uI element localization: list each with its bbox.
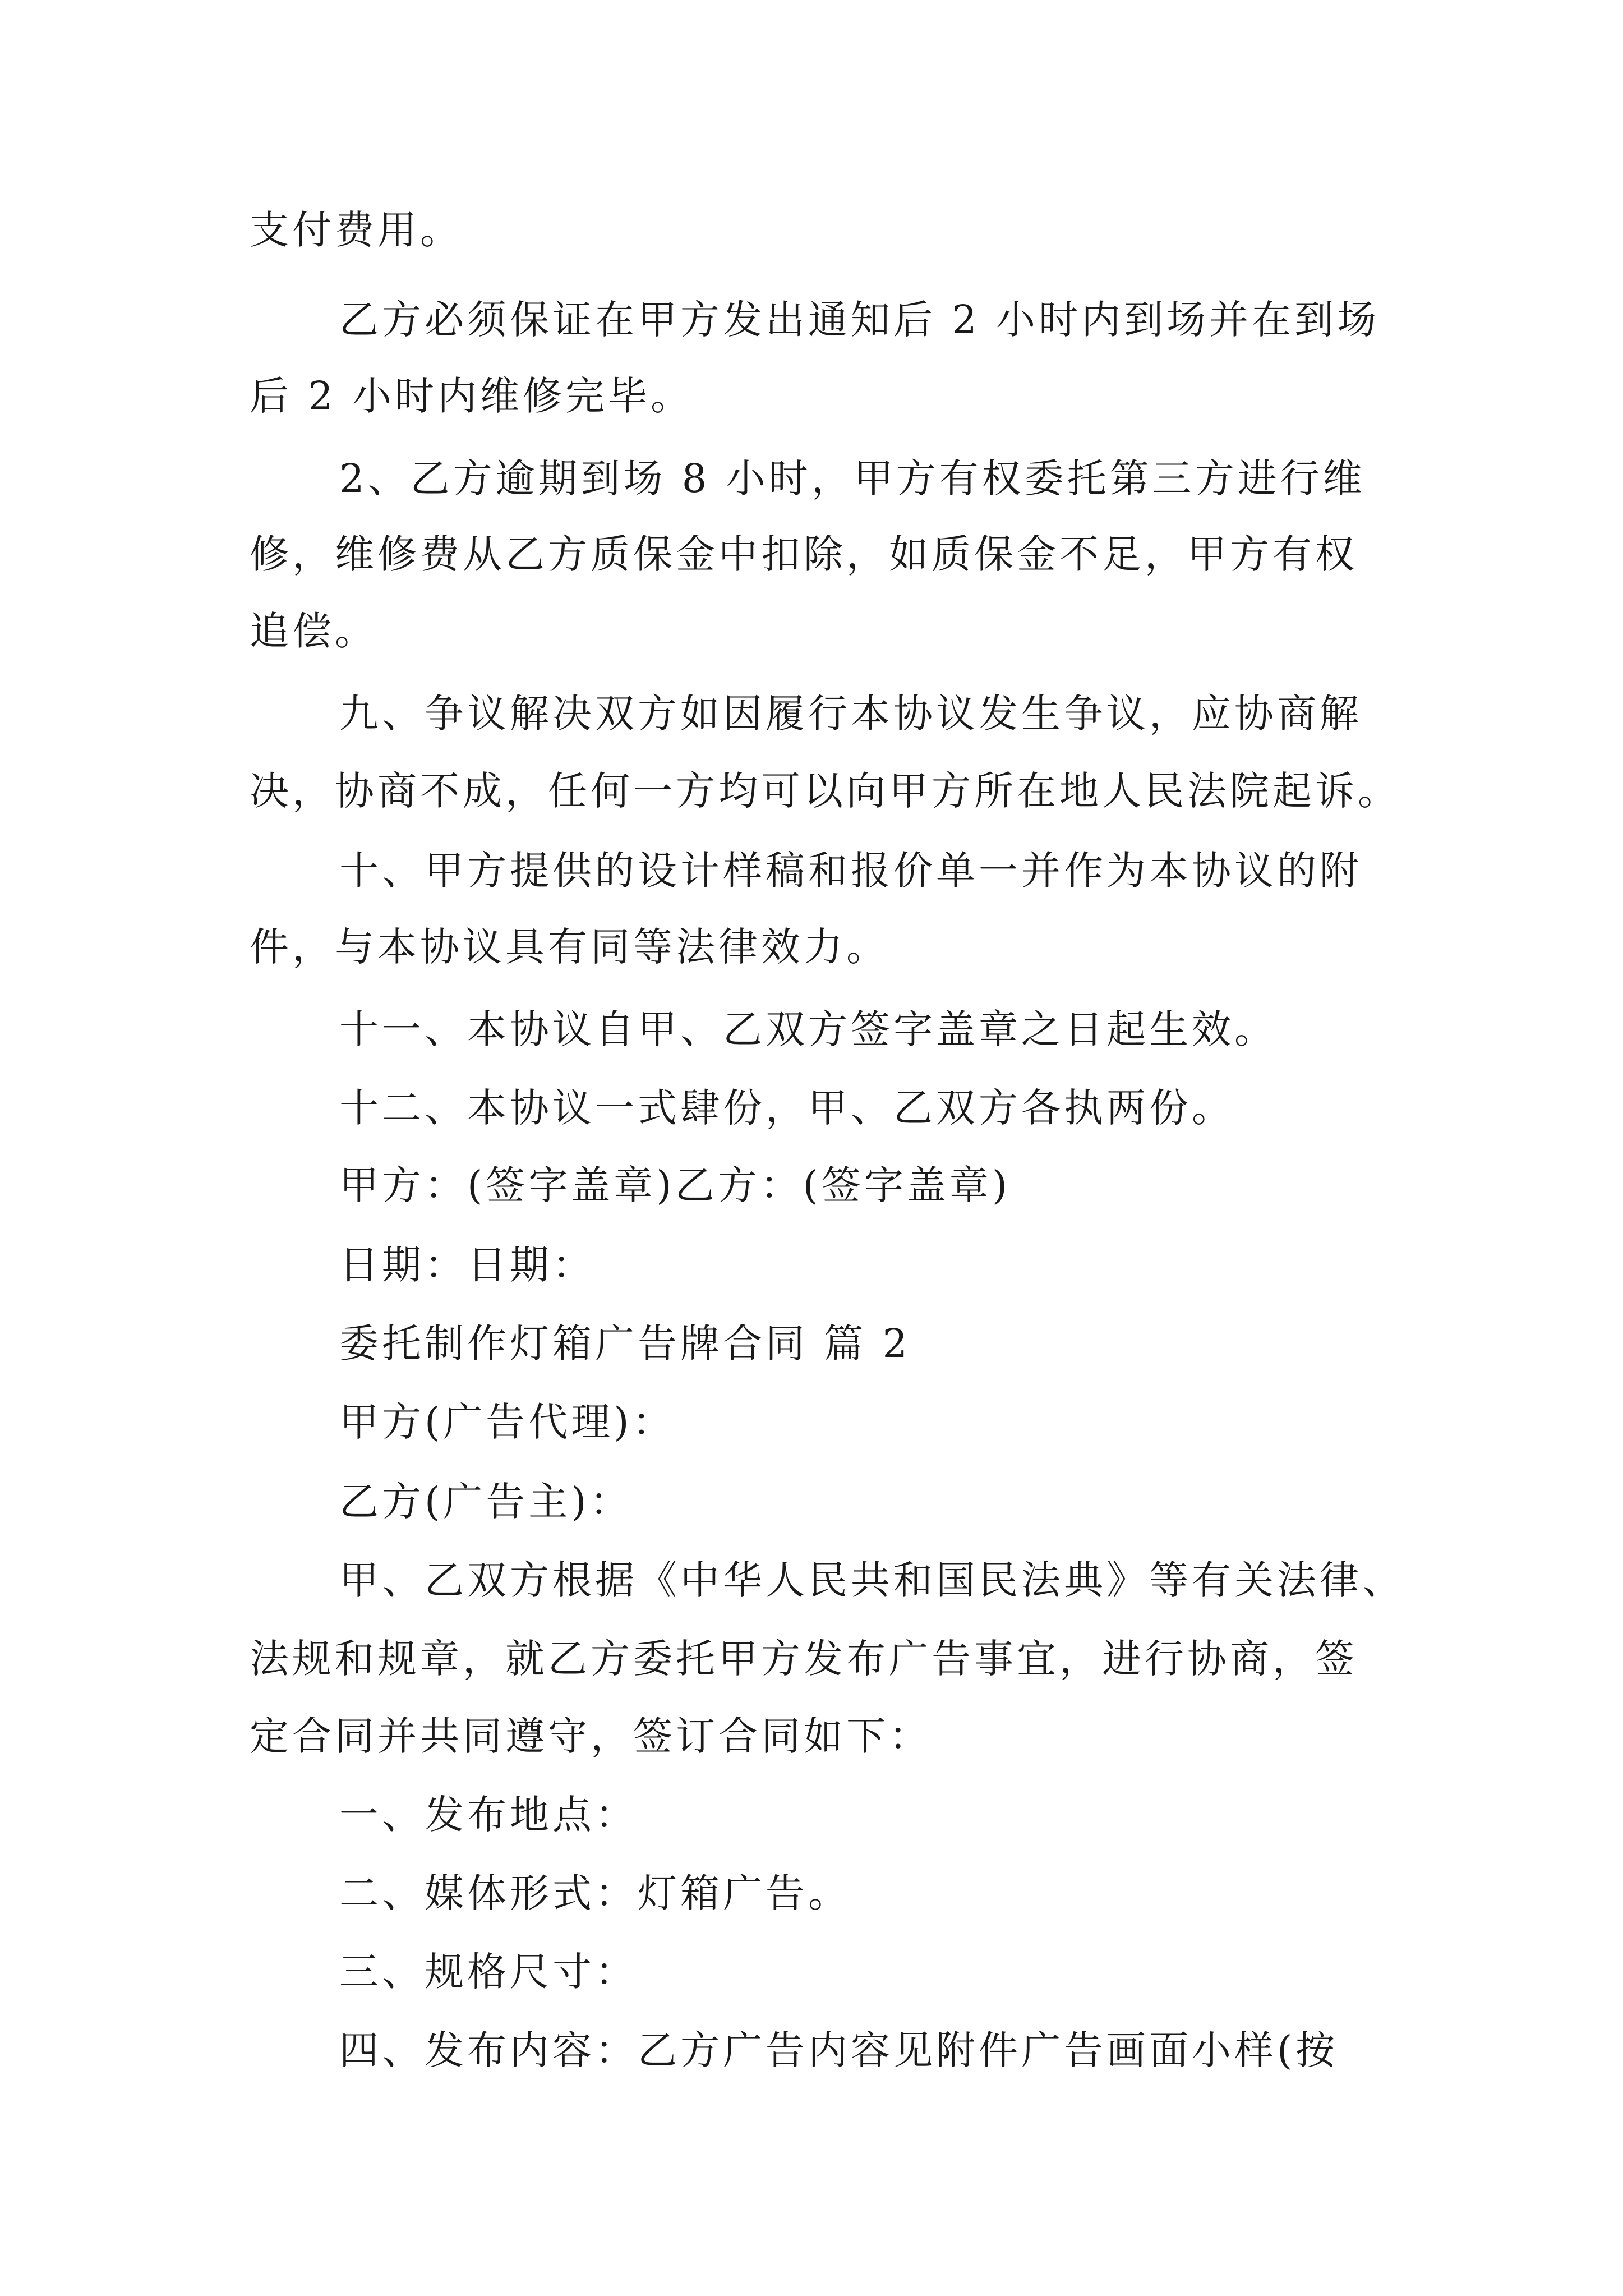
text-line: 一、发布地点：: [339, 1792, 638, 1838]
text-line: 九、争议解决双方如因履行本协议发生争议，应协商解: [339, 691, 1362, 737]
text-line: 委托制作灯箱广告牌合同 篇 2: [339, 1320, 911, 1366]
text-line: 十、甲方提供的设计样稿和报价单一并作为本协议的附: [339, 848, 1362, 894]
text-line: 四、发布内容：乙方广告内容见附件广告画面小样(按: [339, 2027, 1339, 2073]
text-line: 十一、本协议自甲、乙双方签字盖章之日起生效。: [339, 1006, 1277, 1052]
text-line: 甲方：(签字盖章)乙方：(签字盖章): [339, 1162, 1011, 1208]
text-line: 2、乙方逾期到场 8 小时，甲方有权委托第三方进行维: [339, 455, 1366, 501]
text-line: 追偿。: [250, 608, 377, 654]
text-line: 三、规格尺寸：: [339, 1949, 638, 1995]
text-line: 后 2 小时内维修完毕。: [250, 373, 694, 419]
text-line: 法规和规章，就乙方委托甲方发布广告事宜，进行协商，签: [250, 1636, 1358, 1682]
text-line: 乙方必须保证在甲方发出通知后 2 小时内到场并在到场: [339, 297, 1380, 343]
text-line: 十二、本协议一式肆份，甲、乙双方各执两份。: [339, 1085, 1234, 1131]
text-line: 乙方(广告主)：: [339, 1479, 633, 1525]
text-line: 甲、乙双方根据《中华人民共和国民法典》等有关法律、: [339, 1557, 1405, 1603]
text-line: 二、媒体形式：灯箱广告。: [339, 1870, 851, 1916]
text-line: 决，协商不成，任何一方均可以向甲方所在地人民法院起诉。: [250, 768, 1400, 814]
text-line: 支付费用。: [250, 207, 463, 253]
text-line: 件，与本协议具有同等法律效力。: [250, 924, 889, 970]
text-line: 甲方(广告代理)：: [339, 1399, 675, 1445]
text-line: 修，维修费从乙方质保金中扣除，如质保金不足，甲方有权: [250, 531, 1358, 577]
text-line: 定合同并共同遵守，签订合同如下：: [250, 1713, 932, 1759]
text-line: 日期：日期：: [339, 1242, 595, 1288]
